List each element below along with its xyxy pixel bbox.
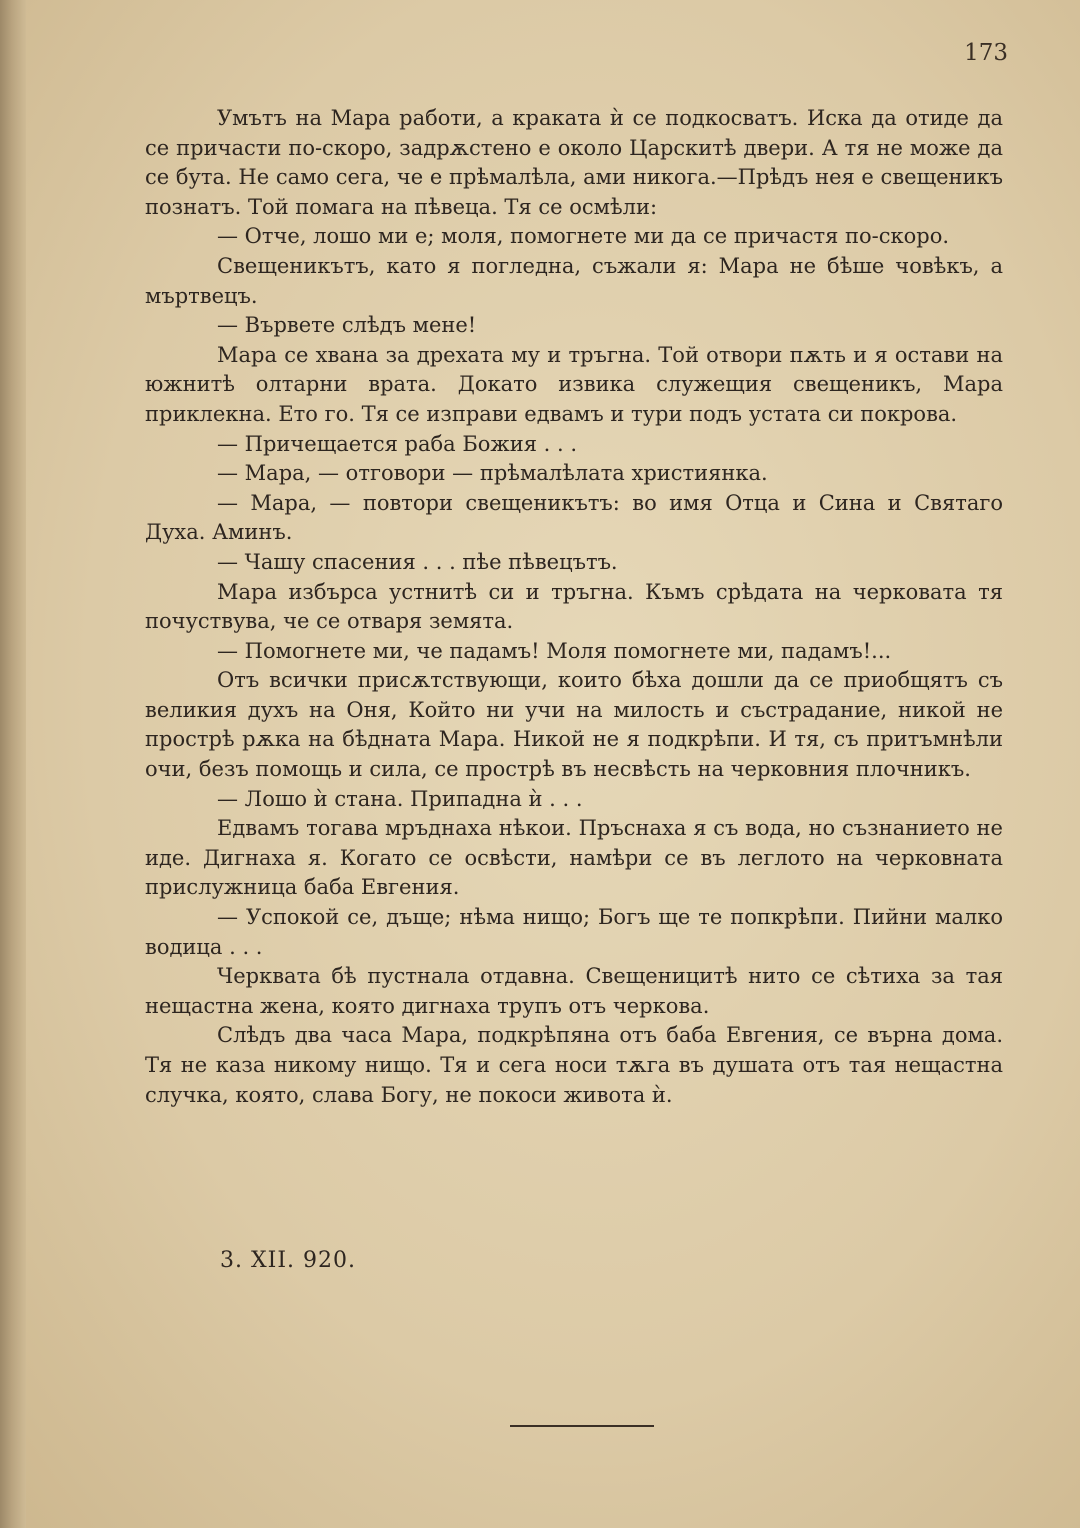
paragraph: — Вървете слѣдъ мене! <box>217 313 477 338</box>
paragraph: — Лошо ѝ стана. Припадна ѝ . . . <box>217 786 583 811</box>
page-number: 173 <box>964 40 1008 66</box>
paragraph: — Мара, — отговори — прѣмалѣлата християнка. <box>217 461 768 486</box>
paragraph: — Чашу спасения . . . пѣе пѣвецътъ. <box>217 549 618 574</box>
paragraph: Слѣдъ два часа Мара, подкрѣпяна отъ баба Евгения, се върна дома. Тя не каза никому нищо. Тя и сега носи тѫга въ душата отъ тая нещастна случка, която, слава Богу, не покоси живота ѝ. <box>145 1023 1003 1107</box>
paragraph: — Отче, лошо ми е; моля, помогнете ми да се причастя по-скоро. <box>217 224 950 249</box>
end-rule-divider <box>510 1425 654 1427</box>
paragraph: — Причещается раба Божия . . . <box>217 431 578 456</box>
paragraph: Отъ всички присѫтствующи, които бѣха дошли да се приобщятъ съ великия духъ на Оня, Който ни учи на милость и състрадание, никой не прострѣ рѫка на бѣдната Мара. Никой не я подкрѣпи. И тя, съ притъмнѣли очи, безъ помощь и сила, се прострѣ въ несвѣсть на черковния плочникъ. <box>145 668 1003 782</box>
paragraph: Умътъ на Мара работи, а краката ѝ се подкосватъ. Иска да отиде да се причасти по-скоро, задрѫстено е около Царскитѣ двери. А тя не може да се бута. Не само сега, че е прѣмалѣла, ами никога.—Прѣдъ нея е свещеникъ познатъ. Той помага на пѣвеца. Тя се осмѣли: <box>145 106 1003 219</box>
story-text <box>145 104 1003 1110</box>
paragraph: Едвамъ тогава мръднаха нѣкои. Пръснаха я съ вода, но съзнанието не иде. Дигнаха я. Когато се освѣсти, намѣри се въ леглото на черковната прислужница баба Евгения. <box>145 816 1003 900</box>
dateline: 3. XII. 920. <box>220 1248 356 1273</box>
paragraph: Черквата бѣ пустнала отдавна. Свещеницитѣ нито се сѣтиха за тая нещастна жена, която дигнаха трупъ отъ черкова. <box>145 964 1003 1018</box>
paragraph: — Мара, — повтори свещеникътъ: во имя Отца и Сина и Святаго Духа. Аминъ. <box>145 490 1003 545</box>
paragraph: — Помогнете ми, че падамъ! Моля помогнете ми, падамъ!... <box>217 638 892 663</box>
paragraph: Свещеникътъ, като я погледна, съжали я: Мара не бѣше човѣкъ, а мъртвецъ. <box>145 253 1003 308</box>
page-spine-edge <box>0 0 26 1528</box>
paragraph: — Успокой се, дъще; нѣма нищо; Богъ ще те попкрѣпи. Пийни малко водица . . . <box>145 905 1003 959</box>
paragraph: Мара се хвана за дрехата му и тръгна. Той отвори пѫть и я остави на южнитѣ олтарни врата. Докато извика служещия свещеникъ, Мара приклекна. Ето го. Тя се изправи едвамъ и тури подъ устата си покрова. <box>145 342 1003 426</box>
paragraph: Мара избърса устнитѣ си и тръгна. Къмъ срѣдата на черковата тя почуствува, че се отваря земята. <box>145 579 1003 634</box>
